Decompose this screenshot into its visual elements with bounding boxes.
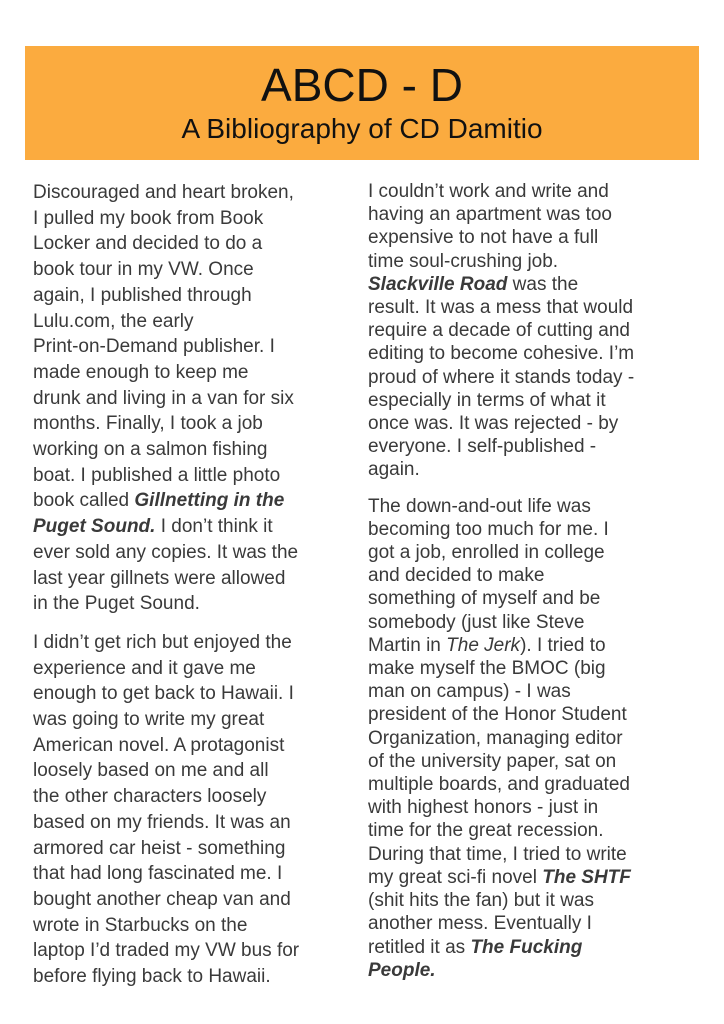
text-line: Discouraged and heart broken, [33,182,294,203]
text-fragment: Martin in [368,634,447,656]
text-line: bought another cheap van and [33,888,291,910]
text-line: president of the Honor Student [368,704,627,726]
text-line: enough to get back to Hawaii. I [33,683,294,705]
book-title: Slackville Road [368,273,508,295]
text-line: again. [368,459,420,481]
text-fragment: ). I tried to [520,634,606,656]
text-line [368,959,668,982]
text-line: (shit hits the fan) but it was [368,890,594,912]
text-line: becoming too much for me. I [368,518,609,540]
text-line: During that time, I tried to write [368,843,627,865]
text-line: somebody (just like Steve [368,611,585,633]
left-column [33,180,333,990]
text-line: American novel. A protagonist [33,734,285,756]
text-line: before flying back to Hawaii. [33,966,271,988]
text-line: I pulled my book from Book [33,207,264,229]
text-line: was going to write my great [33,709,265,731]
text-line: in the Puget Sound. [33,593,200,615]
text-line: I couldn’t work and write and [368,181,609,202]
text-fragment: my great sci-fi novel [368,866,543,888]
text-line: having an apartment was too [368,204,612,226]
text-line: working on a salmon fishing [33,439,268,461]
text-line: that had long fascinated me. I [33,863,283,885]
text-line: last year gillnets were allowed [33,567,286,589]
text-line: book tour in my VW. Once [33,259,254,281]
text-line: drunk and living in a van for six [33,387,294,409]
text-line: of the university paper, sat on [368,750,617,772]
text-fragment: book called [33,490,135,512]
text-line: multiple boards, and graduated [368,774,630,796]
text-line: require a decade of cutting and [368,320,630,342]
text-line: especially in terms of what it [368,389,606,411]
text-line [368,936,668,959]
text-line: The down-and-out life was [368,495,591,517]
text-line: boat. I published a little photo [33,464,281,486]
text-line: everyone. I self-published - [368,436,597,458]
book-title: Puget Sound. [33,516,156,538]
left-paragraph-1 [33,180,333,617]
text-line [33,488,333,514]
right-paragraph-2 [368,495,668,982]
text-line [33,514,333,540]
text-line: I didn’t get rich but enjoyed the [33,631,292,653]
text-line: ever sold any copies. It was the [33,541,299,563]
book-title: The Fucking [470,936,583,958]
book-title: Gillnetting in the [134,490,285,512]
text-line: wrote in Starbucks on the [33,914,248,936]
text-line: Lulu.com, the early [33,310,194,332]
text-line: Print-on-Demand publisher. I [33,336,275,358]
text-fragment: retitled it as [368,936,471,958]
text-line: time soul-crushing job. [368,250,559,272]
text-line: proud of where it stands today - [368,366,635,388]
text-line [368,273,668,296]
text-line: result. It was a mess that would [368,297,634,319]
text-line: Organization, managing editor [368,727,623,749]
movie-title: The Jerk [446,634,521,656]
text-line [368,866,668,889]
book-title: The SHTF [542,866,631,888]
text-line: based on my friends. It was an [33,811,291,833]
text-line: again, I published through [33,284,252,306]
text-line: Locker and decided to do a [33,233,263,255]
header-banner [25,46,699,160]
text-line: made enough to keep me [33,361,249,383]
text-line: and decided to make [368,565,545,587]
text-line: expensive to not have a full [368,227,599,249]
text-fragment: I don’t think it [155,516,273,538]
text-line: with highest honors - just in [368,797,599,819]
left-paragraph-2 [33,630,333,990]
page-title: ABCD - D [261,59,463,111]
text-fragment: was the [507,273,579,295]
text-line: armored car heist - something [33,837,286,859]
text-line: once was. It was rejected - by [368,413,619,435]
page-subtitle: A Bibliography of CD Damitio [181,113,543,144]
text-line: the other characters loosely [33,786,267,808]
text-line: laptop I’d traded my VW bus for [33,940,300,962]
text-line: months. Finally, I took a job [33,413,263,435]
text-line: something of myself and be [368,588,601,610]
right-column [368,180,668,982]
text-line: another mess. Eventually I [368,913,592,935]
text-line: editing to become cohesive. I’m [368,343,635,365]
book-title: People. [368,959,436,981]
text-line: got a job, enrolled in college [368,542,605,564]
text-line: man on campus) - I was [368,681,571,703]
right-paragraph-1 [368,180,668,482]
text-line: make myself the BMOC (big [368,658,606,680]
text-line: loosely based on me and all [33,760,269,782]
text-line [368,634,668,657]
text-line: experience and it gave me [33,657,256,679]
text-line: time for the great recession. [368,820,604,842]
